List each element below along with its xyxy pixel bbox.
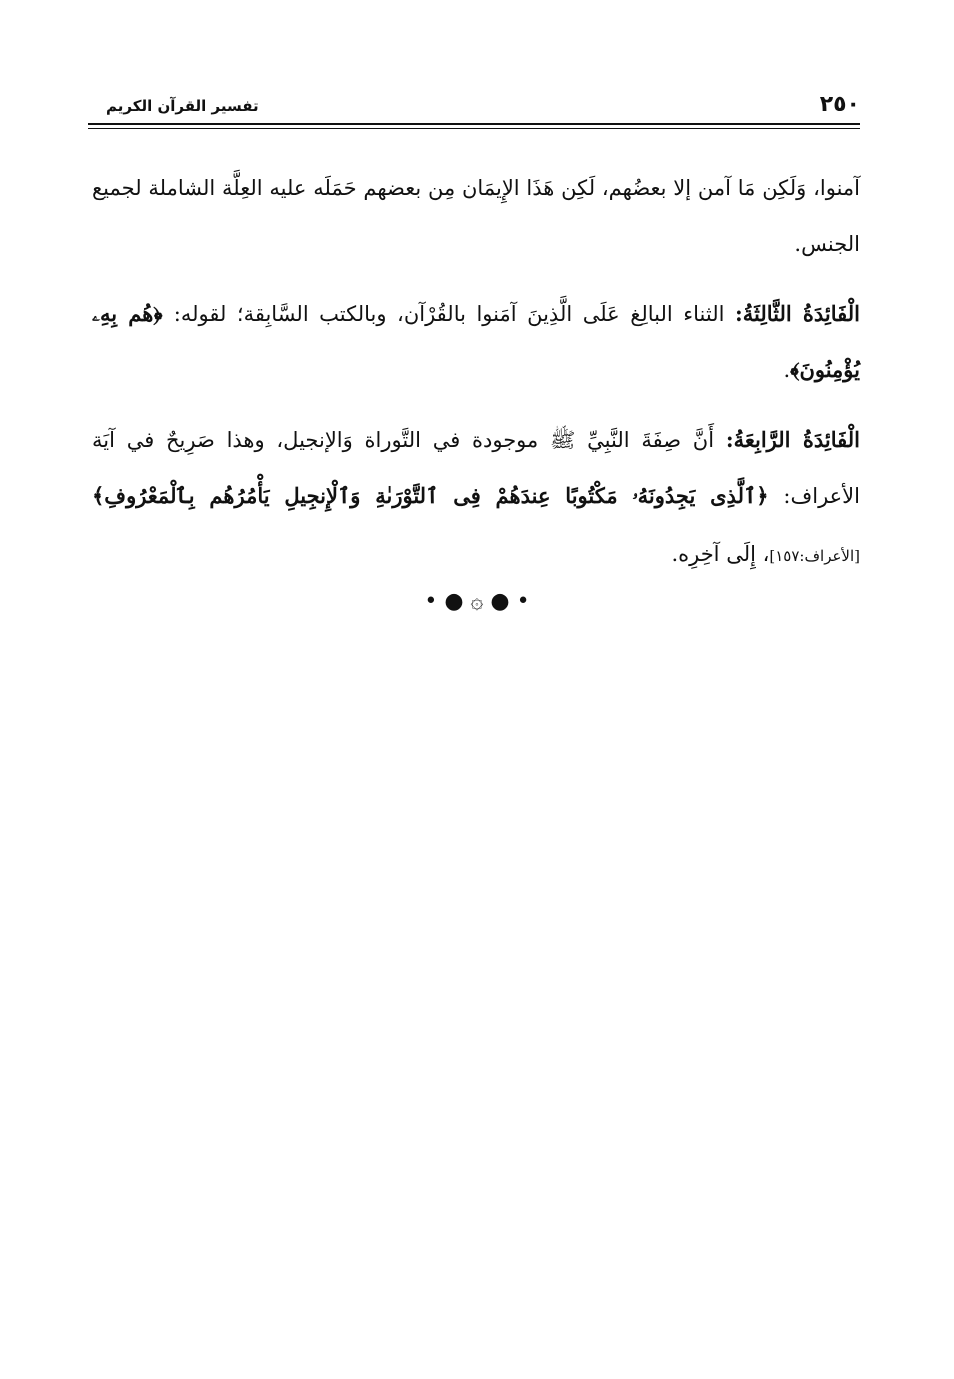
- page-number: ٢٥٠: [819, 92, 860, 117]
- quran-quote: ﴿هُم بِهِۦ يُؤْمِنُونَ﴾: [92, 301, 860, 382]
- paragraph-text: أَنَّ صِفَةَ النَّبِيِّ ﷺ موجودة في التَّوراة وَالإنجيل، وهذا صَرِيحٌ في آيَة الأعراف:: [92, 428, 860, 508]
- section-end-ornament: • ● ۞ ● •: [424, 589, 530, 614]
- header-rule: [88, 123, 860, 125]
- page-header: [88, 88, 860, 126]
- paragraph-text: آمنوا، وَلَكِن مَا آمن إلا بعضُهم، لَكِن هَذَا الإِيمَان مِن بعضهم حَمَلَه عليه العِلَّة الشاملة لجميع الجنس.: [92, 176, 860, 256]
- verse-reference: [الأعراف:١٥٧]: [769, 547, 860, 565]
- paragraph-lead: الْفَائِدَةُ الرَّابِعَةُ:: [725, 427, 860, 452]
- paragraph-continuation: [92, 160, 860, 272]
- paragraph-lead: الْفَائِدَةُ الثَّالِثَةُ:: [735, 301, 861, 326]
- paragraph-third-benefit: [92, 286, 860, 398]
- paragraph-text: الثناء البالِغ عَلَى الَّذِينَ آمَنوا بالقُرْآن، وبالكتب السَّابِقة؛ لقوله:: [173, 302, 735, 326]
- paragraph-fourth-benefit: [92, 412, 860, 584]
- running-title: تفسير القرآن الكريم: [106, 97, 259, 115]
- paragraph-tail: ، إِلَى آخِرِه.: [671, 542, 770, 566]
- paragraph-tail: .: [783, 358, 791, 382]
- header-rule-thin: [88, 128, 860, 129]
- body-text: [92, 160, 860, 598]
- quran-quote: ﴿ٱلَّذِى يَجِدُونَهُۥ مَكْتُوبًا عِندَهُمْ فِى ٱلتَّوْرَىٰةِ وَٱلْإِنجِيلِ يَأْمُرُهُم بِٱلْمَعْرُوفِ﴾: [92, 483, 784, 508]
